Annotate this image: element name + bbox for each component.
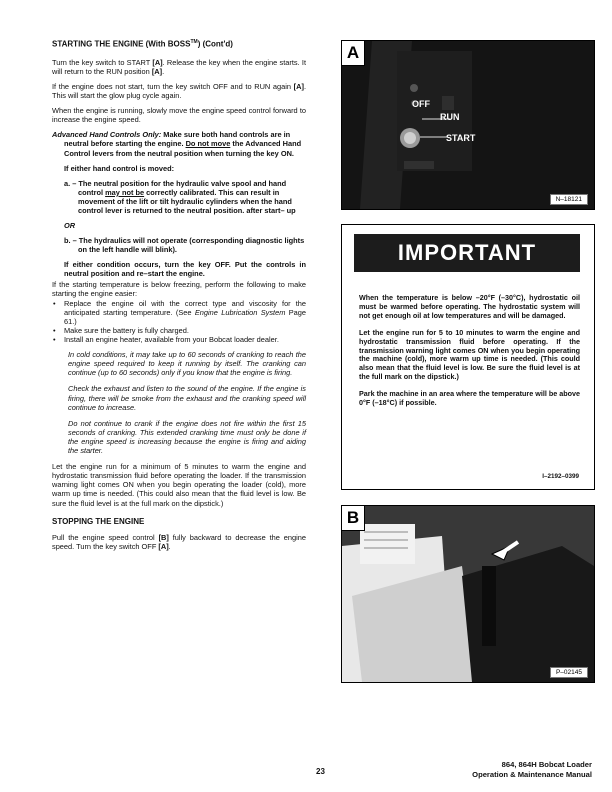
advanced-hand-controls-note: Advanced Hand Controls Only: Make sure both hand controls are in neutral before starting the engine. Do not move the Advanced Hand Control levers from the neutral position when turning the key ON. xyxy=(52,130,302,158)
freezing-list xyxy=(52,299,306,344)
start-label: START xyxy=(446,133,476,143)
cold-conditions-notes xyxy=(52,350,306,455)
key-switch-photo xyxy=(342,41,594,209)
item-b: b. – The hydraulics will not operate (corresponding diagnostic lights on the left handle will blink). xyxy=(64,236,305,255)
figure-b-speed-control xyxy=(341,505,595,683)
list-item: • Replace the engine oil with the correct type and viscosity for the anticipated starting temperature. (See Engine Lubrication System Page 61.) xyxy=(52,299,306,326)
figure-code: N–18121 xyxy=(550,194,588,205)
or-label: OR xyxy=(64,221,76,231)
off-label: OFF xyxy=(412,99,430,109)
stopping-title: STOPPING THE ENGINE xyxy=(52,516,145,526)
if-moved-heading: If either hand control is moved: xyxy=(64,163,175,173)
important-p1: When the temperature is below –20°F (–30°C), hydrostatic oil must be warmed before operating. The hydrostatic system will not get enough oil at low temperatures and will be damaged. xyxy=(359,293,580,320)
paragraph-stopping: Pull the engine speed control [B] fully backward to decrease the engine speed. Turn the key switch OFF [A]. xyxy=(52,532,306,551)
item-a: a. – The neutral position for the hydraulic valve spool and hand control may not be correctly calibrated. This can result in movement of the lift or tilt hydraulic cylinders when the hand control lever is returned to the neutral position. after start– up xyxy=(64,178,296,215)
important-p2: Let the engine run for 5 to 10 minutes to warm the engine and hydrostatic transmission fluid before operating. If the transmission warning light comes ON when you begin operating the machine (cold), more warm up time is needed. (This could also mean that the fluid level is low. Be sure the fluid level is at the full mark on the dipstick.) xyxy=(359,327,580,382)
left-column xyxy=(52,38,306,557)
important-title: IMPORTANT xyxy=(354,234,580,272)
paragraph-warm-up: Let the engine run for a minimum of 5 minutes to warm the engine and hydrostatic transmission fluid before operating the loader. If the transmission warning light comes ON when you begin operating the loader (cold), more warm up time is needed. (This could also mean that the fluid level is low. Be sure the fluid level is at the full mark on the dipstick.) xyxy=(52,462,306,508)
if-occurs-note: If either condition occurs, turn the key OFF. Put the controls in neutral position and re–start the engine. xyxy=(64,260,306,279)
list-item: • Install an engine heater, available from your Bobcat loader dealer. xyxy=(52,335,306,344)
figure-letter: A xyxy=(342,41,365,66)
important-p3: Park the machine in an area where the temperature will be above 0°F (–18°C) if possible. xyxy=(359,389,580,408)
important-code: I–2192–0399 xyxy=(542,473,579,480)
manual-name: Operation & Maintenance Manual xyxy=(472,770,592,779)
manual-title xyxy=(472,760,592,780)
figure-letter: B xyxy=(342,506,365,531)
speed-control-photo xyxy=(342,506,594,682)
important-box xyxy=(341,224,595,490)
figure-code: P–02145 xyxy=(550,667,588,678)
important-body xyxy=(359,294,580,416)
list-item: • Make sure the battery is fully charged. xyxy=(52,326,306,335)
paragraph-engine-running: When the engine is running, slowly move the engine speed control forward to increase the engine speed. xyxy=(52,106,306,125)
note-crank-limit: Do not continue to crank if the engine does not fire within the first 15 seconds of cranking. This extended cranking time must only be done if the engine speed is increasing because the engine is firing and aiding the starter. xyxy=(68,418,306,456)
model-name: 864, 864H Bobcat Loader xyxy=(501,760,592,769)
paragraph-no-start: If the engine does not start, turn the key switch OFF and to RUN again [A]. This will start the glow plug cycle again. xyxy=(52,81,306,101)
run-label: RUN xyxy=(440,112,460,122)
note-exhaust: Check the exhaust and listen to the sound of the engine. If the engine is firing, there will be smoke from the exhaust and the cranking speed will continue to increase. xyxy=(68,384,306,412)
figure-a-key-switch xyxy=(341,40,595,210)
paragraph-start-key: Turn the key switch to START [A]. Release the key when the engine starts. It will return to the RUN position [A]. xyxy=(52,57,306,76)
freezing-intro: If the starting temperature is below freezing, perform the following to make starting the engine easier: xyxy=(52,279,306,298)
section-title: STARTING THE ENGINE (With BOSS™) (Cont'd) xyxy=(52,39,233,49)
note-cranking: In cold conditions, it may take up to 60 seconds of cranking to reach the engine speed required to keep it running by itself. The cranking can continue (up to 60 seconds) only if you know that the engine is firing. xyxy=(68,350,306,378)
page-number: 23 xyxy=(316,767,325,776)
